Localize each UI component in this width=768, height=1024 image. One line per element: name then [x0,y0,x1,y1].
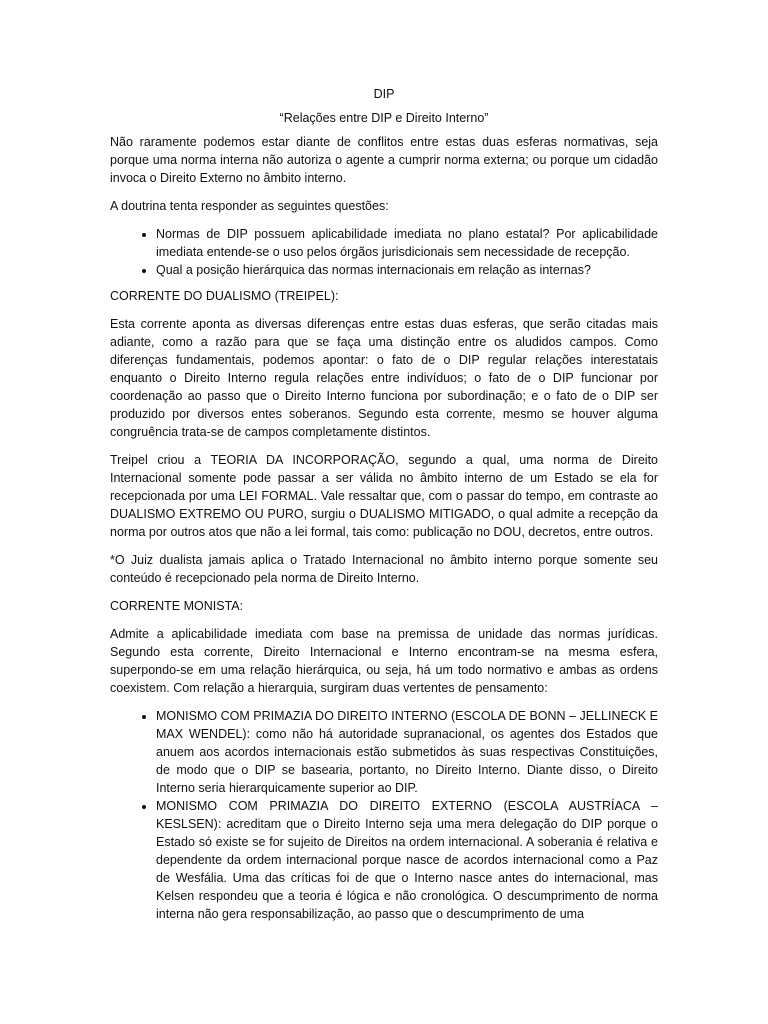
monismo-paragraph: Admite a aplicabilidade imediata com base na premissa de unidade das normas jurídicas. Segundo esta corrente, Direito Internacional e Interno encontram-se na mesma esfera, superpondo-se em uma relação hierárquica, ou seja, há um todo normativo e ambas as ordens coexistem. Com relação a hierarquia, surgiram duas vertentes de pensamento: [110,627,658,695]
list-item: • Normas de DIP possuem aplicabilidade imediata no plano estatal? Por aplicabilidade imediata entende-se o uso pelos órgãos jurisdicionais sem necessidade de recepção. [156,225,658,261]
section-heading-monismo: CORRENTE MONISTA: [110,599,244,613]
intro-paragraph: Não raramente podemos estar diante de conflitos entre estas duas esferas normativas, seja porque uma norma interna não autoriza o agente a cumprir norma externa; ou porque um cidadão invoca o Direito Externo no âmbito interno. [110,135,658,185]
questions-list [110,225,658,279]
document-title: DIP [373,87,395,101]
incorporacao-paragraph: Treipel criou a TEORIA DA INCORPORAÇÃO, segundo a qual, uma norma de Direito Internacional somente pode passar a ser válida no âmbito interno de um Estado se ela for recepcionada por uma LEI FORMAL. Vale ressaltar que, com o passar do tempo, em contraste ao DUALISMO EXTREMO OU PURO, surgiu o DUALISMO MITIGADO, o qual admite a recepção da norma por outros atos que não a lei formal, tais como: publicação no DOU, decretos, entre outros. [110,453,658,539]
list-item: • Qual a posição hierárquica das normas internacionais em relação as internas? [156,261,658,279]
list-item: • MONISMO COM PRIMAZIA DO DIREITO INTERNO (ESCOLA DE BONN – JELLINECK E MAX WENDEL): como não há autoridade supranacional, os agentes dos Estados que anuem aos acordos internacionais estão submetidos às suas respectivas Constituições, de modo que o DIP se basearia, portanto, no Direito Interno. Diante disso, o Direito Interno seria hierarquicamente superior ao DIP. [156,707,658,797]
dualismo-paragraph: Esta corrente aponta as diversas diferenças entre estas duas esferas, que serão citadas mais adiante, como a razão para que se faça uma distinção entre os aludidos campos. Como diferenças fundamentais, podemos apontar: o fato de o DIP regular relações interestatais enquanto o Direito Interno regula relações entre indivíduos; o fato de o DIP funcionar por coordenação ao passo que o Direito Interno funciona por subordinação; e o fato de o DIP ser produzido por diversos entes soberanos. Segundo esta corrente, mesmo se houver alguma congruência trata-se de campos completamente distintos. [110,317,658,439]
monismo-list [110,707,658,923]
juiz-dualista-note: *O Juiz dualista jamais aplica o Tratado Internacional no âmbito interno porque somente seu conteúdo é recepcionado pela norma de Direito Interno. [110,553,658,585]
section-heading-dualismo: CORRENTE DO DUALISMO (TREIPEL): [110,289,339,303]
document-subtitle: “Relações entre DIP e Direito Interno” [279,111,489,125]
list-item: • MONISMO COM PRIMAZIA DO DIREITO EXTERNO (ESCOLA AUSTRÍACA – KESLSEN): acreditam que o Direito Interno seja uma mera delegação do DIP porque o Estado só existe se for sujeito de Direitos na ordem internacional. A soberania é relativa e dependente da ordem internacional porque nasce de acordos internacional como a Paz de Wesfália. Uma das críticas foi de que o Interno nasce antes do internacional, mas Kelsen respondeu que a teoria é lógica e não cronológica. O descumprimento de norma interna não gera responsabilização, ao passo que o descumprimento de uma [156,797,658,923]
questions-intro: A doutrina tenta responder as seguintes questões: [110,199,389,213]
